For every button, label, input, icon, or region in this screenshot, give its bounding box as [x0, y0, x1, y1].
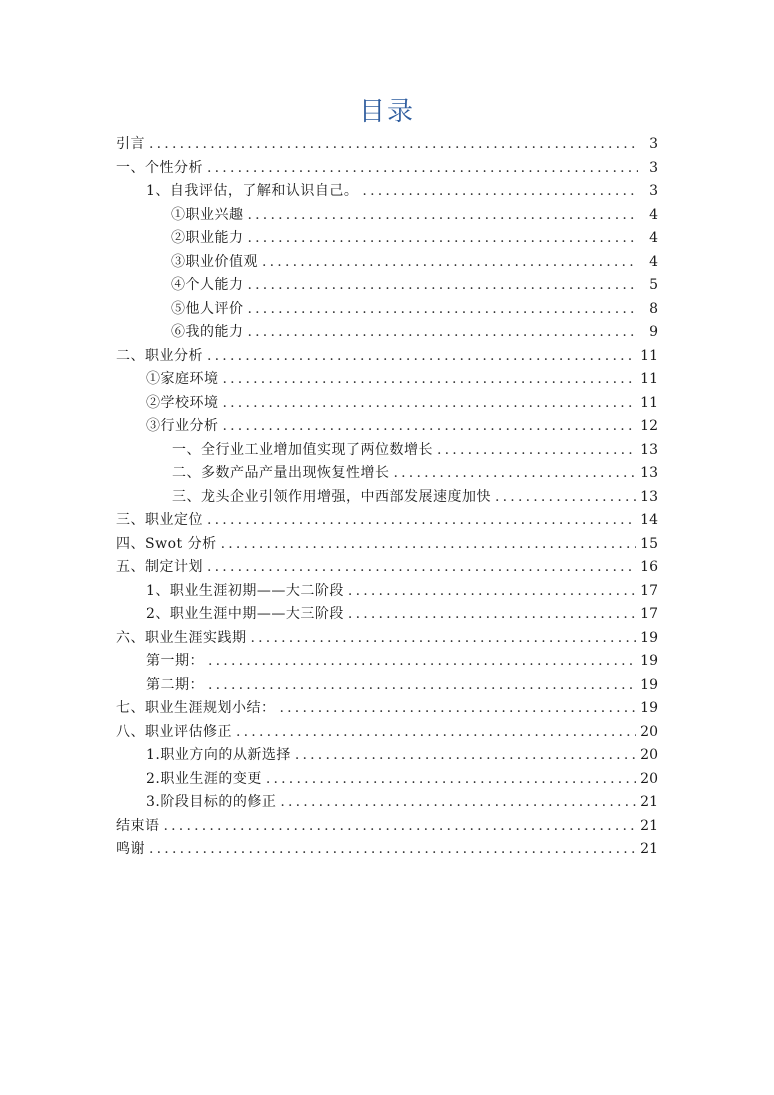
toc-leader-dots — [208, 674, 636, 698]
toc-entry[interactable] — [116, 321, 658, 345]
toc-page-number: 21 — [640, 794, 658, 810]
toc-page-number: 4 — [649, 206, 658, 223]
toc-page-number: 4 — [649, 230, 658, 246]
toc-page-number: 3 — [649, 136, 658, 152]
toc-entry-text: ②职业能力 — [171, 230, 244, 246]
toc-page-number: 21 — [640, 817, 658, 834]
toc-entry[interactable] — [116, 627, 658, 651]
toc-entry[interactable] — [116, 251, 658, 275]
toc-entry-text: 七、职业生涯规划小结： — [116, 700, 276, 716]
toc-entry-text: 1、自我评估，了解和认识自己。 — [146, 183, 359, 199]
toc-entry-text: ③行业分析 — [146, 418, 219, 434]
toc-page-number: 17 — [640, 582, 658, 599]
toc-leader-dots — [207, 556, 636, 580]
toc-entry[interactable] — [116, 838, 658, 862]
toc-leader-dots — [251, 627, 637, 651]
toc-entry[interactable] — [116, 274, 658, 298]
toc-page-number: 8 — [649, 300, 658, 317]
toc-entry-text: ④个人能力 — [171, 277, 244, 293]
toc-page-number: 11 — [640, 371, 658, 387]
toc-page-number: 21 — [640, 841, 658, 857]
toc-page-number: 14 — [640, 512, 658, 528]
toc-page-number: 19 — [640, 653, 658, 669]
toc-entry[interactable] — [116, 580, 658, 604]
toc-list — [116, 133, 658, 862]
toc-leader-dots — [149, 133, 638, 157]
toc-leader-dots — [437, 439, 636, 463]
toc-page-number: 5 — [649, 277, 658, 293]
toc-leader-dots — [207, 345, 636, 369]
toc-entry-text: 第二期： — [146, 676, 204, 693]
toc-page-number: 3 — [649, 183, 658, 199]
toc-entry[interactable] — [116, 791, 658, 815]
toc-entry[interactable] — [116, 462, 658, 486]
toc-entry-text: ①家庭环境 — [146, 371, 219, 387]
toc-page-number: 4 — [649, 253, 658, 270]
toc-entry[interactable] — [116, 204, 658, 228]
toc-entry[interactable] — [116, 439, 658, 463]
toc-leader-dots — [223, 392, 637, 416]
toc-leader-dots — [208, 650, 636, 674]
toc-entry[interactable] — [116, 345, 658, 369]
toc-entry[interactable] — [116, 744, 658, 768]
toc-page-number: 20 — [640, 723, 658, 740]
toc-entry[interactable] — [116, 815, 658, 839]
toc-page-number: 11 — [640, 394, 658, 411]
toc-page-number: 13 — [640, 488, 658, 505]
toc-leader-dots — [221, 533, 637, 557]
toc-entry-text: 四、Swot 分析 — [116, 535, 217, 552]
toc-entry[interactable] — [116, 721, 658, 745]
toc-page-number: 20 — [640, 770, 658, 787]
toc-entry-text: 二、多数产品产量出现恢复性增长 — [172, 465, 390, 481]
toc-entry-text: 1、职业生涯初期——大二阶段 — [146, 582, 344, 599]
toc-leader-dots — [223, 415, 637, 439]
toc-page-number: 11 — [640, 347, 658, 364]
toc-entry[interactable] — [116, 674, 658, 698]
toc-leader-dots — [362, 180, 638, 204]
toc-leader-dots — [236, 721, 636, 745]
toc-entry-text: ②学校环境 — [146, 394, 219, 411]
toc-entry-text: 五、制定计划 — [116, 559, 203, 575]
toc-entry-text: 一、个性分析 — [116, 159, 203, 176]
toc-page-number: 12 — [640, 418, 658, 434]
toc-entry[interactable] — [116, 392, 658, 416]
toc-entry[interactable] — [116, 603, 658, 627]
toc-title: 目录 — [358, 97, 415, 127]
toc-entry-text: 八、职业评估修正 — [116, 723, 232, 740]
toc-entry[interactable] — [116, 415, 658, 439]
toc-entry-text: 1.职业方向的从新选择 — [146, 747, 291, 763]
toc-page-number: 19 — [640, 700, 658, 716]
toc-entry-text: ⑥我的能力 — [171, 324, 244, 340]
toc-entry-text: 3.阶段目标的的修正 — [146, 794, 277, 810]
toc-leader-dots — [262, 251, 638, 275]
toc-entry[interactable] — [116, 650, 658, 674]
toc-page-number: 3 — [649, 159, 658, 176]
toc-entry-text: 第一期： — [146, 653, 204, 669]
toc-page-number: 19 — [640, 676, 658, 693]
toc-page-number: 9 — [649, 324, 658, 340]
toc-entry-text: 三、职业定位 — [116, 512, 203, 528]
toc-page-number: 17 — [640, 606, 658, 622]
toc-leader-dots — [295, 744, 636, 768]
toc-leader-dots — [248, 298, 639, 322]
toc-entry-text: 2.职业生涯的变更 — [146, 770, 262, 787]
toc-entry[interactable] — [116, 556, 658, 580]
toc-entry-text: ⑤他人评价 — [171, 300, 244, 317]
toc-leader-dots — [248, 274, 639, 298]
toc-entry[interactable] — [116, 368, 658, 392]
toc-entry-text: 结束语 — [116, 817, 160, 834]
toc-entry-text: 鸣谢 — [116, 841, 145, 857]
toc-entry[interactable] — [116, 697, 658, 721]
toc-leader-dots — [280, 791, 636, 815]
toc-leader-dots — [248, 321, 639, 345]
toc-page-number: 15 — [640, 535, 658, 552]
toc-page-number: 16 — [640, 559, 658, 575]
toc-leader-dots — [348, 603, 636, 627]
toc-entry[interactable] — [116, 533, 658, 557]
toc-leader-dots — [149, 838, 636, 862]
toc-leader-dots — [248, 227, 639, 251]
toc-leader-dots — [348, 580, 636, 604]
toc-leader-dots — [223, 368, 637, 392]
toc-leader-dots — [266, 768, 636, 792]
toc-entry-text: 二、职业分析 — [116, 347, 203, 364]
toc-leader-dots — [207, 509, 636, 533]
toc-entry-text: ①职业兴趣 — [171, 206, 244, 223]
toc-page-number: 13 — [640, 465, 658, 481]
toc-leader-dots — [280, 697, 637, 721]
toc-entry-text: 2、职业生涯中期——大三阶段 — [146, 606, 344, 622]
toc-entry[interactable] — [116, 180, 658, 204]
toc-page-number: 13 — [640, 441, 658, 458]
toc-entry-text: 一、全行业工业增加值实现了两位数增长 — [172, 441, 433, 458]
toc-entry-text: 引言 — [116, 136, 145, 152]
toc-entry-text: ③职业价值观 — [171, 253, 258, 270]
toc-leader-dots — [394, 462, 637, 486]
toc-leader-dots — [248, 204, 639, 228]
toc-entry-text: 三、龙头企业引领作用增强，中西部发展速度加快 — [172, 488, 491, 505]
toc-entry[interactable] — [116, 509, 658, 533]
toc-page-number: 20 — [640, 747, 658, 763]
toc-entry-text: 六、职业生涯实践期 — [116, 629, 247, 646]
toc-entry[interactable] — [116, 227, 658, 251]
toc-leader-dots — [207, 157, 638, 181]
toc-page-number: 19 — [640, 629, 658, 646]
toc-leader-dots — [164, 815, 637, 839]
toc-entry[interactable] — [116, 486, 658, 510]
toc-entry[interactable] — [116, 298, 658, 322]
toc-entry[interactable] — [116, 768, 658, 792]
toc-entry[interactable] — [116, 157, 658, 181]
toc-leader-dots — [495, 486, 636, 510]
toc-entry[interactable] — [116, 133, 658, 157]
